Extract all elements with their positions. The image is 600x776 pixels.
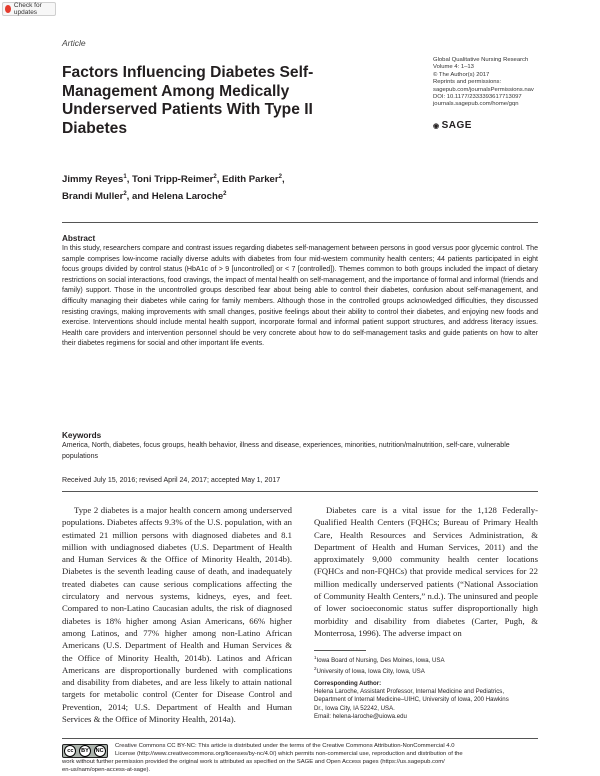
cc-icon: cc bbox=[64, 745, 76, 757]
corresponding-author-name: Helena Laroche, Assistant Professor, Internal Medicine and Pediatrics, bbox=[314, 688, 505, 696]
publisher-name: SAGE bbox=[441, 120, 472, 131]
journal-volume: Volume 4: 1–13 bbox=[433, 64, 474, 71]
nc-icon: NC bbox=[94, 745, 106, 757]
author-name: Edith Parker bbox=[222, 174, 279, 186]
author-name: Jimmy Reyes bbox=[62, 174, 124, 186]
abstract-heading: Abstract bbox=[62, 234, 96, 243]
by-icon: BY bbox=[79, 745, 91, 757]
affiliation-marker: 2 bbox=[213, 174, 217, 180]
author-name: Toni Tripp-Reimer bbox=[132, 174, 214, 186]
corresponding-author-address: Dr., Iowa City, IA 52242, USA. bbox=[314, 704, 395, 712]
body-paragraph: Diabetes care is a vital issue for the 1,128 Federally-Qualified Health Centers (FQHCs; Bureau of Primary Health Care, Health Resources and Services Administration, & Department of Health and Human Services, 2011) and the approximately 9,000 community health center locations (FQHCs and non-FQHCs) that provide medical services for 22 million medically underserved patients (“National Association of Community Health Centers,” n.d.). The uninsured and people of lower socioeconomic status suffer disproportionally high morbidity and disability from diabetes (Carter, Pugh, & Monterrosa, 1996). The adverse impact on bbox=[314, 505, 538, 638]
affiliation-2: $^2$University of Iowa, Iowa City, Iowa, USA bbox=[314, 666, 425, 676]
footnotes bbox=[314, 654, 538, 721]
author-separator: , bbox=[281, 174, 285, 186]
divider bbox=[62, 222, 538, 223]
journal-metadata bbox=[433, 57, 593, 109]
journal-homepage-link[interactable]: journals.sagepub.com/home/gqn bbox=[433, 101, 519, 108]
corresponding-author-dept: Department of Internal Medicine–UIHC, University of Iowa, 200 Hawkins bbox=[314, 696, 509, 704]
affiliation-marker: 2 bbox=[123, 191, 127, 198]
body-column-left bbox=[62, 504, 292, 725]
author-separator: , bbox=[126, 174, 133, 186]
keywords-heading: Keywords bbox=[62, 431, 102, 440]
corresponding-author-heading: Corresponding Author: bbox=[314, 680, 382, 688]
author-separator: , bbox=[216, 174, 223, 186]
author-list bbox=[62, 170, 362, 204]
author-separator: , and bbox=[126, 191, 152, 203]
affiliation-marker: 1 bbox=[123, 174, 127, 180]
divider bbox=[62, 738, 538, 739]
corresponding-author-email[interactable]: Email: helena-laroche@uiowa.edu bbox=[314, 712, 407, 720]
article-dates: Received July 15, 2016; revised April 24, 2017; accepted May 1, 2017 bbox=[62, 477, 281, 484]
divider bbox=[62, 491, 538, 492]
sage-logo-icon: ◉ bbox=[433, 123, 440, 130]
creative-commons-badge[interactable] bbox=[62, 744, 108, 758]
author-name: Helena Laroche bbox=[151, 191, 224, 203]
abstract-text: In this study, researchers compare and contrast issues regarding diabetes self-management between persons in good versus poor glycemic control. The sample comprises low-income racially diverse adults with diabetes from four mid-western community health centers; 44 patients participated in eight focus groups divided by control status (HbA1c of > 9 [uncontrolled] or < 7 [controlled]). Themes common to both groups included the impact of dietary restrictions on social interactions, food cravings, the impact of mental health on self-management, and the importance of formal and informal (friends and family) support. Those in the uncontrolled groups described fear about being able to control their diabetes, confusion about self-management, and difficulty managing their diabetes while caring for family members. Although those in the controlled groups acknowledged difficulties, they discussed resisting cravings, making improvements with small changes, positive feelings about their ability to control their diabetes, and enjoying new foods and exercise. Interventions should include mental health support, incorporate formal and informal patient support structures, and address literacy issues. Health care providers and intervention personnel should be very concrete about how to do self-management tasks and guide patients on how to alter their diabetes regimens for social and other important life events. bbox=[62, 245, 538, 348]
check-updates-icon bbox=[5, 5, 11, 13]
license-line: work without further permission provided the original work is attributed as specified on the SAGE and Open Access pages (https://us.sagepub.com/ bbox=[62, 759, 445, 765]
body-column-right bbox=[314, 504, 538, 639]
body-paragraph: Type 2 diabetes is a major health concern among underserved populations. Diabetes affects 9.3% of the U.S. population, with an estimated 21 million persons with diagnosed diabetes and 8.1 million with undiagnosed diabetes (U.S. Department of Health and Human Services & the Office of Minority Health, 2014b). Diabetes is the seventh leading cause of death, and inadequately treated diabetes can cause serious complications affecting the circulatory and nervous systems, kidneys, eyes, and feet. Compared to non-Latino Caucasian adults, the risk of diagnosed diabetes is 18% higher among Asian Americans, 66% higher among Latinos, and 77% higher among non-Latino African Americans (U.S. Department of Health and Human Services & the Office of Minority Health, 2014b). Latinos and African Americans are disproportionally burdened with complications and disability from diabetes, and are less likely to attain national targets for metabolic control (Center for Disease Control and Prevention, 2014; U.S. Department of Health and Human Services & the Office of Minority Health, 2014a). bbox=[62, 505, 293, 725]
article-type-label: Article bbox=[62, 38, 86, 48]
license-line: en-us/nam/open-access-at-sage). bbox=[62, 767, 151, 773]
reprints-label: Reprints and permissions: bbox=[433, 79, 502, 86]
copyright-notice: © The Author(s) 2017 bbox=[433, 71, 490, 78]
check-updates-label: Check for updates bbox=[13, 2, 42, 16]
license-line: Creative Commons CC BY-NC: This article is distributed under the terms of the Creative Commons Attribution-NonCommercial 4.0 bbox=[115, 743, 455, 749]
license-line: License (http://www.creativecommons.org/licenses/by-nc/4.0/) which permits non-commercial use, reproduction and distribution of the bbox=[115, 751, 463, 757]
doi-link[interactable]: DOI: 10.1177/2333393617713097 bbox=[433, 94, 522, 101]
affiliation-marker: 2 bbox=[314, 666, 317, 672]
license-text bbox=[62, 742, 538, 774]
affiliation-marker: 2 bbox=[223, 191, 227, 198]
article-title: Factors Influencing Diabetes Self-Management Among Medically Underserved Patients With Type II Diabetes bbox=[62, 64, 314, 137]
check-for-updates-button[interactable] bbox=[2, 2, 56, 16]
affiliation-marker: 2 bbox=[278, 174, 282, 180]
keywords-text: America, North, diabetes, focus groups, health behavior, illness and disease, experiences, minorities, nutrition/malnutrition, self-care, vulnerable populations bbox=[62, 442, 510, 460]
footnote-divider bbox=[314, 650, 366, 651]
publisher-logo bbox=[433, 120, 472, 131]
author-name: Brandi Muller bbox=[62, 191, 124, 203]
reprints-link[interactable]: sagepub.com/journalsPermissions.nav bbox=[433, 86, 534, 93]
affiliation-1: $^1$Iowa Board of Nursing, Des Moines, Iowa, USA bbox=[314, 655, 445, 665]
journal-name: Global Qualitative Nursing Research bbox=[433, 57, 529, 63]
affiliation-marker: 1 bbox=[314, 655, 317, 660]
